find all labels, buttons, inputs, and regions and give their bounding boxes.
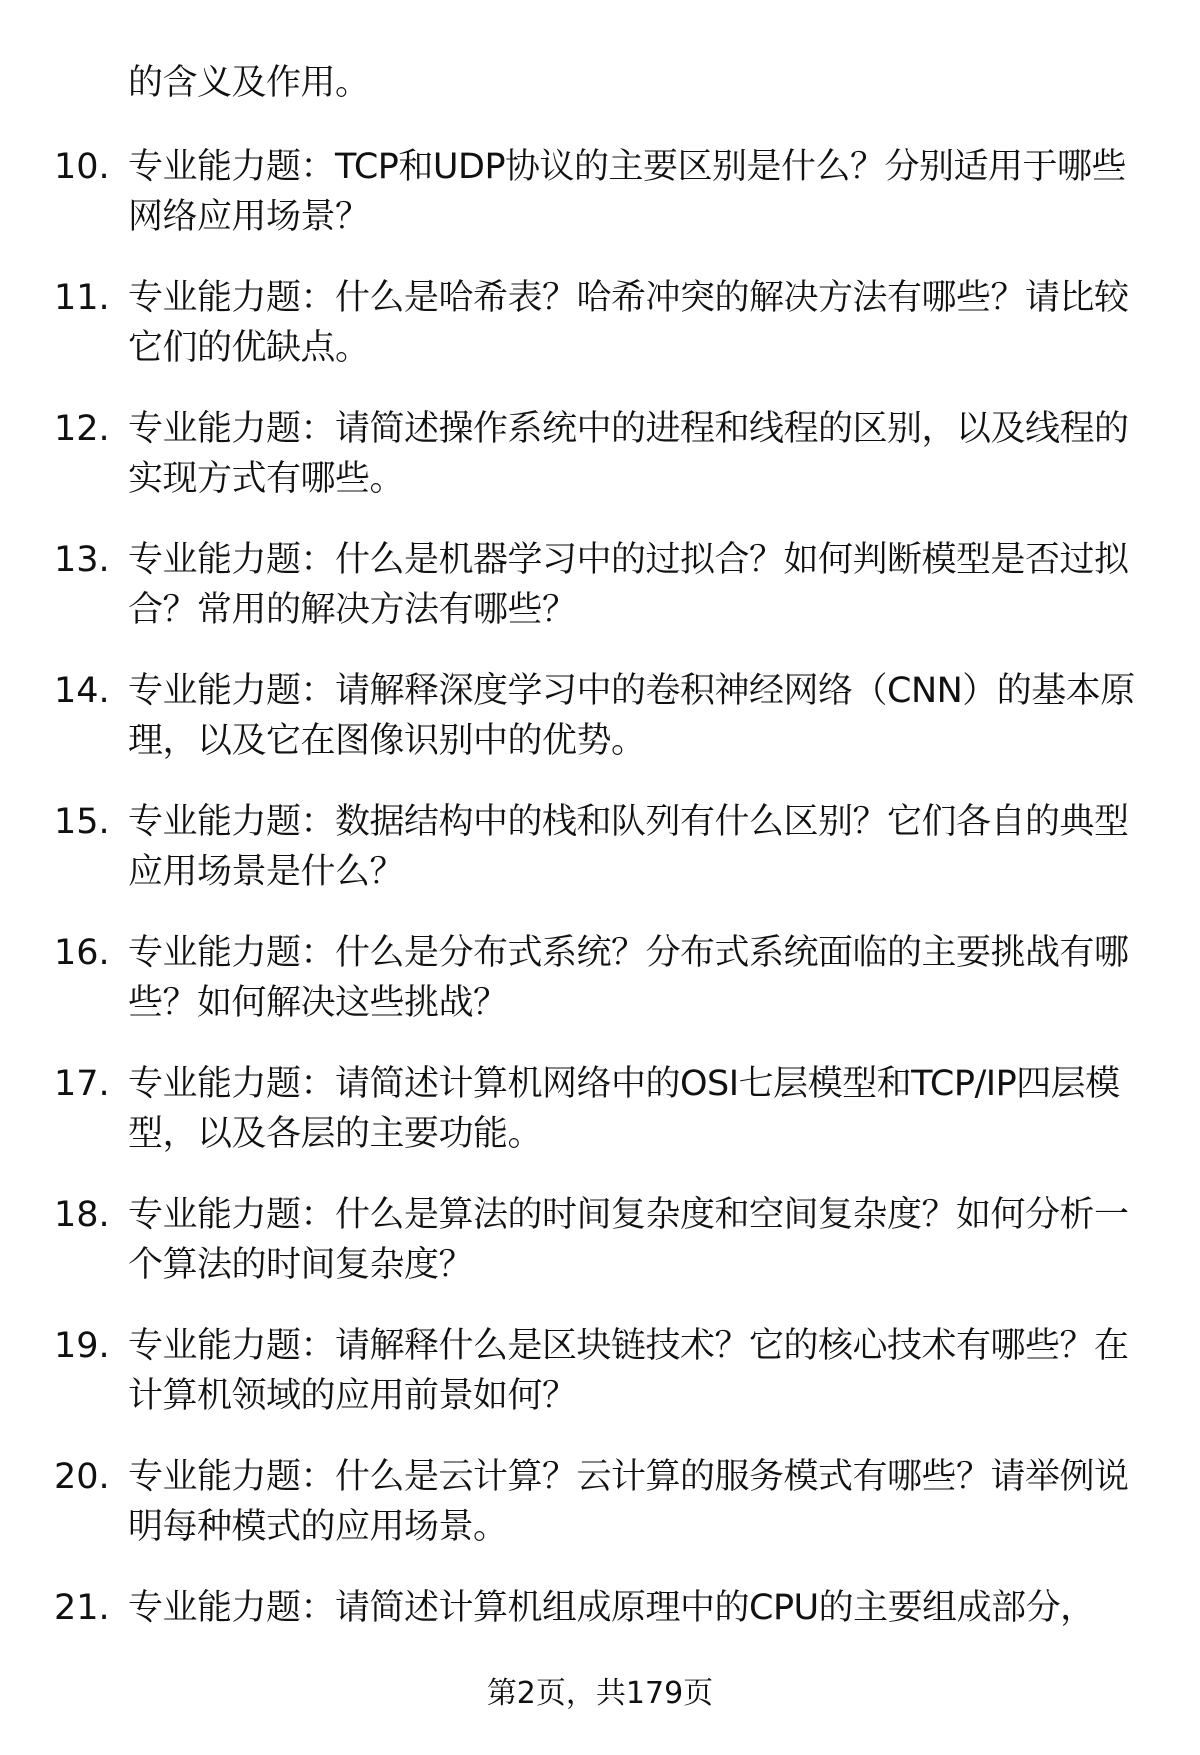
question-text: 专业能力题：什么是机器学习中的过拟合？如何判断模型是否过拟合？常用的解决方法有哪些？ — [128, 540, 1129, 630]
question-text: 专业能力题：什么是分布式系统？分布式系统面临的主要挑战有哪些？如何解决这些挑战？ — [128, 933, 1129, 1023]
question-number: 21. — [54, 1588, 110, 1628]
question-number: 10. — [54, 147, 110, 187]
question-number: 12. — [54, 409, 110, 449]
question-text: 专业能力题：请简述计算机组成原理中的CPU的主要组成部分， — [128, 1588, 1095, 1628]
question-number: 16. — [54, 933, 110, 973]
question-text: 专业能力题：什么是哈希表？哈希冲突的解决方法有哪些？请比较它们的优缺点。 — [128, 278, 1129, 368]
question-number: 14. — [54, 671, 110, 711]
question-text: 专业能力题：请解释深度学习中的卷积神经网络（CNN）的基本原理，以及它在图像识别中的优势。 — [128, 671, 1135, 761]
continuation-text: 的含义及作用。 — [128, 63, 370, 103]
question-number: 19. — [54, 1326, 110, 1366]
question-text: 专业能力题：数据结构中的栈和队列有什么区别？它们各自的典型应用场景是什么？ — [128, 802, 1129, 892]
question-text: 专业能力题：请解释什么是区块链技术？它的核心技术有哪些？在计算机领域的应用前景如何？ — [128, 1326, 1129, 1416]
question-text: 专业能力题：请简述操作系统中的进程和线程的区别，以及线程的实现方式有哪些。 — [128, 409, 1129, 499]
question-text: 专业能力题：什么是云计算？云计算的服务模式有哪些？请举例说明每种模式的应用场景。 — [128, 1457, 1129, 1547]
question-number: 15. — [54, 802, 110, 842]
question-text: 专业能力题：请简述计算机网络中的OSI七层模型和TCP/IP四层模型，以及各层的主要功能。 — [128, 1064, 1120, 1154]
question-text: 专业能力题：什么是算法的时间复杂度和空间复杂度？如何分析一个算法的时间复杂度？ — [128, 1195, 1129, 1285]
question-number: 18. — [54, 1195, 110, 1235]
question-number: 20. — [54, 1457, 110, 1497]
question-text: 专业能力题：TCP和UDP协议的主要区别是什么？分别适用于哪些网络应用场景？ — [128, 147, 1127, 237]
question-number: 13. — [54, 540, 110, 580]
question-number: 11. — [54, 278, 110, 318]
question-number: 17. — [54, 1064, 110, 1104]
page-footer: 第2页，共179页 — [486, 1676, 714, 1711]
